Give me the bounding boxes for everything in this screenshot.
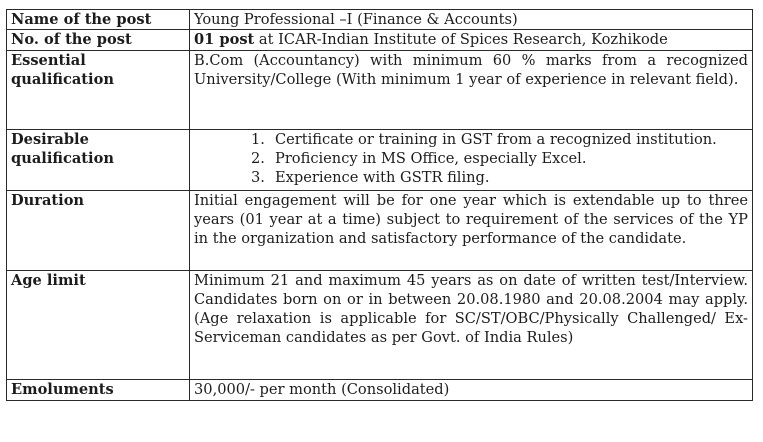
label-essential-line1: Essential	[11, 51, 86, 69]
value-age-limit: Minimum 21 and maximum 45 years as on date of written test/Interview. Candidates born on or in between 20.08.1980 and 20.08.2004 may apply. (Age relaxation is applicable for SC/ST/OBC/Physically Challenged/ Ex-Serviceman candidates as per Govt. of India Rules)	[190, 270, 753, 379]
post-count: 01 post	[194, 31, 255, 49]
desirable-item: Proficiency in MS Office, especially Excel.	[275, 149, 587, 167]
label-desirable-line1: Desirable	[11, 130, 89, 148]
label-emoluments: Emoluments	[7, 379, 190, 400]
label-desirable-qualification	[7, 129, 190, 190]
value-emoluments: 30,000/- per month (Consolidated)	[190, 379, 753, 400]
row-emoluments	[7, 379, 753, 400]
value-name-of-post: Young Professional –I (Finance & Accounts)	[190, 10, 753, 30]
desirable-list	[194, 130, 748, 188]
row-no-of-post	[7, 30, 753, 50]
label-no-of-post: No. of the post	[7, 30, 190, 50]
row-age-limit	[7, 270, 753, 379]
label-age-limit: Age limit	[7, 270, 190, 379]
row-duration	[7, 190, 753, 270]
label-desirable-line2: qualification	[11, 149, 114, 167]
label-duration: Duration	[7, 190, 190, 270]
desirable-item: Experience with GSTR filing.	[275, 169, 490, 187]
job-details-table	[6, 9, 753, 401]
label-essential-line2: qualification	[11, 70, 114, 88]
value-no-of-post	[190, 30, 753, 50]
label-essential-qualification	[7, 50, 190, 129]
desirable-item: Certificate or training in GST from a recognized institution.	[275, 130, 717, 148]
row-essential-qualification	[7, 50, 753, 129]
row-desirable-qualification	[7, 129, 753, 190]
label-name-of-post: Name of the post	[7, 10, 190, 30]
row-name-of-post	[7, 10, 753, 30]
post-location: at ICAR-Indian Institute of Spices Research, Kozhikode	[254, 31, 668, 49]
value-essential-qualification: B.Com (Accountancy) with minimum 60 % marks from a recognized University/College (With minimum 1 year of experience in relevant field).	[190, 50, 753, 129]
value-desirable-qualification	[190, 129, 753, 190]
value-duration: Initial engagement will be for one year which is extendable up to three years (01 year at a time) subject to requirement of the services of the YP in the organization and satisfactory performance of the candidate.	[190, 190, 753, 270]
